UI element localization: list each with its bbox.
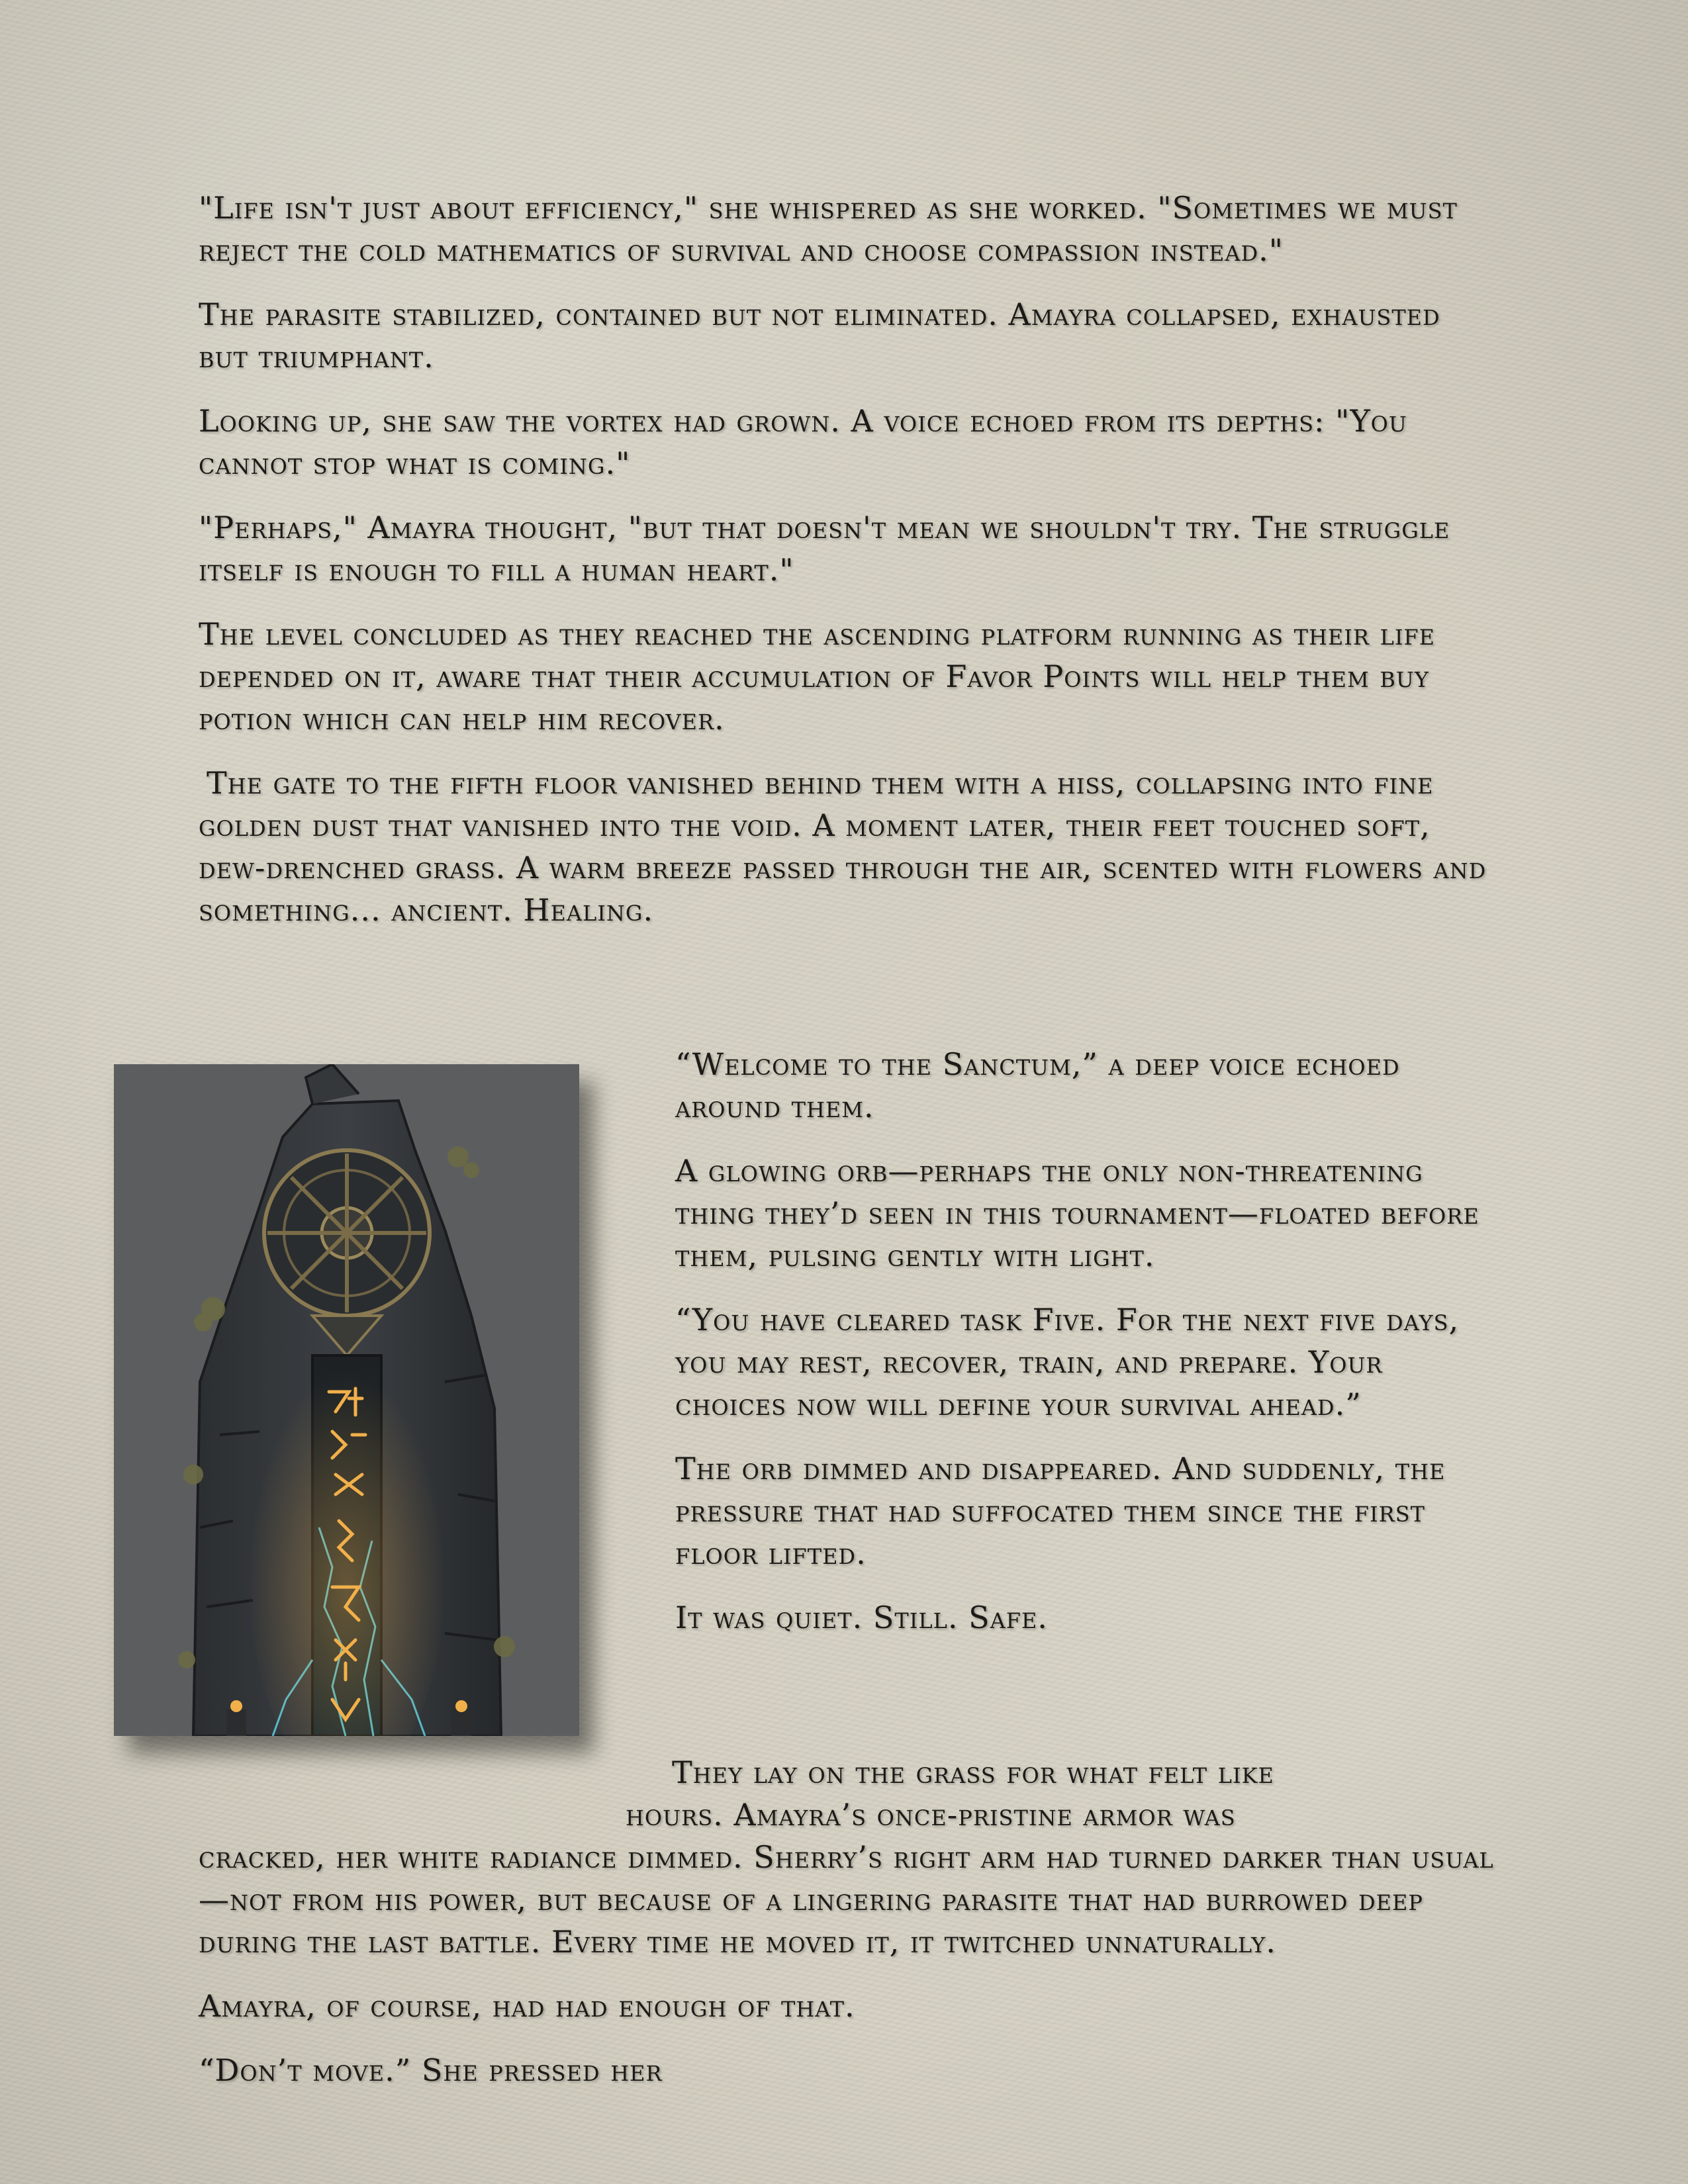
paragraph-glowing-orb: A glowing orb—perhaps the only non-threatening thing they’d seen in this tournament—floated before them, pulsing gently with light. [675,1153,1479,1273]
paragraph-level-concluded: The level concluded as they reached the ascending platform running as their life depended on it, aware that their accumulation of Favor Points will help them buy potion which can help him recover. [199,616,1436,737]
paragraph-vortex: Looking up, she saw the vortex had grown. A voice echoed from its depths: "You cannot stop what is coming." [199,403,1407,481]
wrap-rest: cracked, her white radiance dimmed. Sherry’s right arm had turned darker than usual—not from his power, but because of a lingering parasite that had burrowed deep during the last battle. Every time he moved it, it twitched unnaturally. [199,1839,1494,1960]
side-text-block [675,1043,1496,1661]
wrap-line-2: hours. Amayra’s once-pristine armor was [626,1797,1236,1833]
paragraph-parasite-stabilized: The parasite stabilized, contained but not eliminated. Amayra collapsed, exhausted but triumphant. [199,296,1440,375]
paragraph-gate-fifth-floor: The gate to the fifth floor vanished behind them with a hiss, collapsing into fine golden dust that vanished into the void. A moment later, their feet touched soft, dew-drenched grass. A warm breeze passed through the air, scented with flowers and something... ancient. Healing. [199,765,1487,928]
monolith-drawing [114,1064,579,1736]
paragraph-welcome-sanctum: “Welcome to the Sanctum,” a deep voice echoed around them. [675,1046,1400,1124]
paragraph-orb-dimmed: The orb dimmed and disappeared. And suddenly, the pressure that had suffocated them since the first floor lifted. [675,1451,1446,1571]
monolith-illustration [114,1064,579,1736]
wrap-line-1: They lay on the grass for what felt like [672,1754,1274,1790]
paragraph-lay-on-grass [199,1751,1496,1963]
paragraph-enough-of-that: Amayra, of course, had had enough of that. [199,1988,855,2024]
paragraph-dont-move: “Don’t move.” She pressed her [199,2052,663,2088]
bottom-text-block [199,1751,1496,2113]
paragraph-quiet-safe: It was quiet. Still. Safe. [675,1600,1048,1635]
top-text-block [199,187,1496,953]
paragraph-efficiency: "Life isn't just about efficiency," she whispered as she worked. "Sometimes we must reject the cold mathematics of survival and choose compassion instead." [199,190,1458,268]
paragraph-task-five: “You have cleared task Five. For the next five days, you may rest, recover, train, and prepare. Your choices now will define your survival ahead.” [675,1302,1460,1422]
paragraph-perhaps: "Perhaps," Amayra thought, "but that doesn't mean we shouldn't try. The struggle itself is enough to fill a human heart." [199,510,1450,588]
